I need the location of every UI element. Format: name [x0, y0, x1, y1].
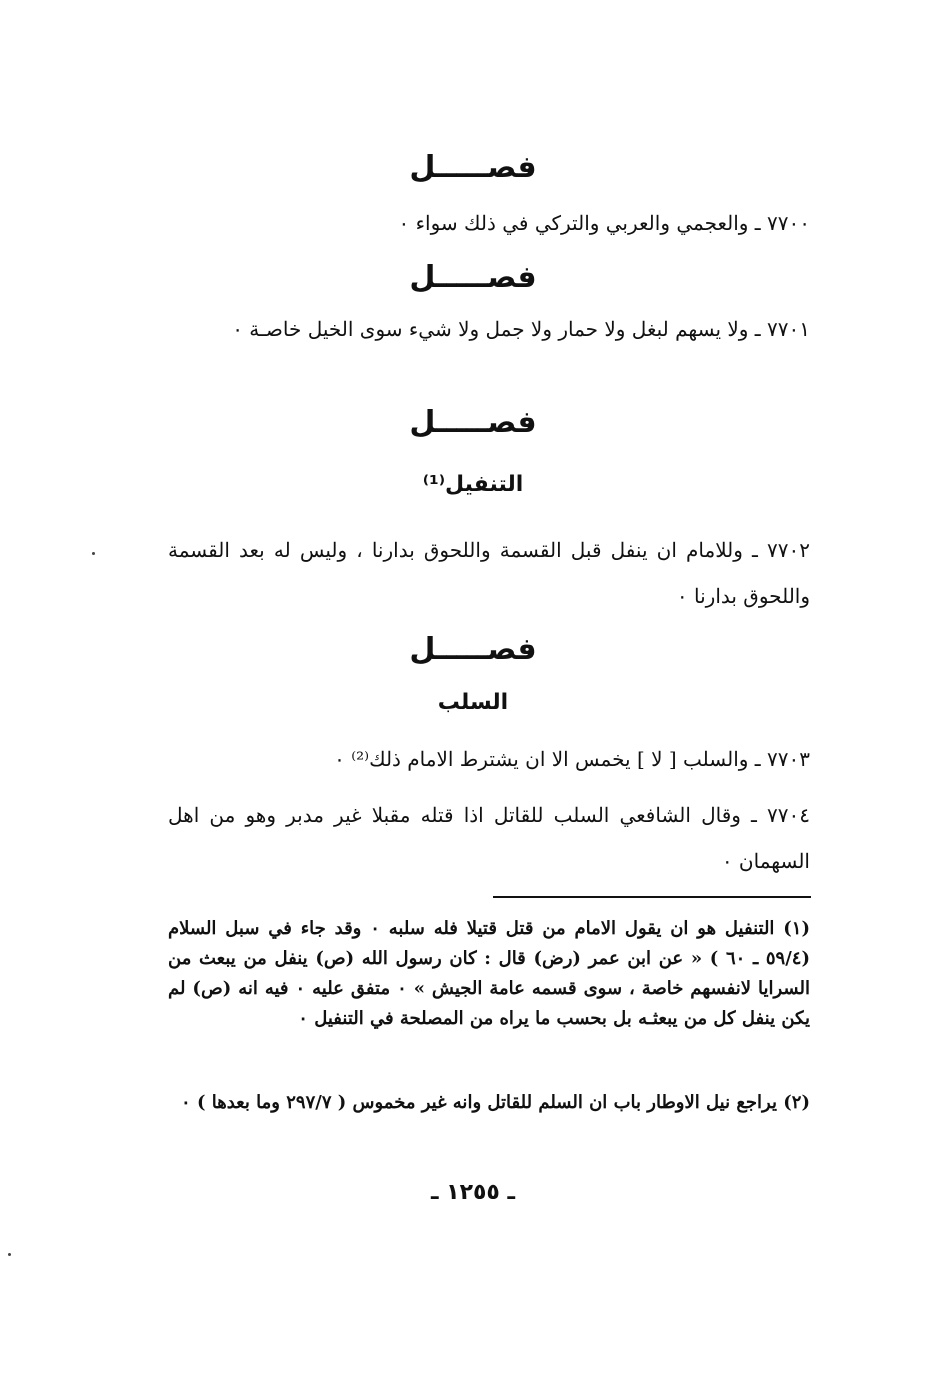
scan-speck — [8, 1253, 11, 1256]
paragraph-7704: ٧٧٠٤ ـ وقال الشافعي السلب للقاتل اذا قتله مقبلا غير مدبر وهو من اهل السهمان ٠ — [168, 803, 810, 873]
paragraph-7703: ٧٧٠٣ ـ والسلب [ لا ] يخمس الا ان يشترط الامام ذلك⁽²⁾ ٠ — [334, 747, 810, 771]
footnote-separator — [493, 896, 811, 898]
paragraph-7700: ٧٧٠٠ ـ والعجمي والعربي والتركي في ذلك سواء ٠ — [398, 211, 810, 235]
section-heading: فصـــــل — [409, 632, 537, 667]
section-heading: فصـــــل — [409, 260, 537, 295]
section-heading: فصـــــل — [409, 405, 537, 440]
subheading-tanfil: التنفيل⁽¹⁾ — [422, 472, 524, 497]
paragraph-7702: ٧٧٠٢ ـ وللامام ان ينفل قبل القسمة واللحوق بدارنا ، وليس له بعد القسمة واللحوق بدارنا ٠ — [168, 538, 810, 608]
footnote-2: (٢) يراجع نيل الاوطار باب ان السلم للقاتل وانه غير مخموس ( ٢٩٧/٧ وما بعدها ) ٠ — [181, 1092, 810, 1113]
page-number: ـ ١٢٥٥ ـ — [430, 1180, 516, 1205]
paragraph-7701: ٧٧٠١ ـ ولا يسهم لبغل ولا حمار ولا جمل ولا شيء سوى الخيل خاصـة ٠ — [232, 317, 810, 341]
section-heading: فصـــــل — [409, 150, 537, 185]
subheading-salab: السلب — [437, 690, 509, 715]
scan-speck — [92, 552, 95, 555]
footnote-1: (١) التنفيل هو ان يقول الامام من قتل قتيلا فله سلبه ٠ وقد جاء في سبل السلام (٥٩/٤ ـ ٦٠ ) « عن ابن عمر (رض) قال : كان رسول الله (ص) ينفل من يبعث من السرايا لانفسهم خاصة ، سوى قسمه عامة الجيش » ٠ متفق عليه ٠ فيه انه (ص) لم يكن ينفل كل من يبعثـه بل بحسب ما يراه من المصلحة في التنفيل ٠ — [168, 918, 810, 1029]
